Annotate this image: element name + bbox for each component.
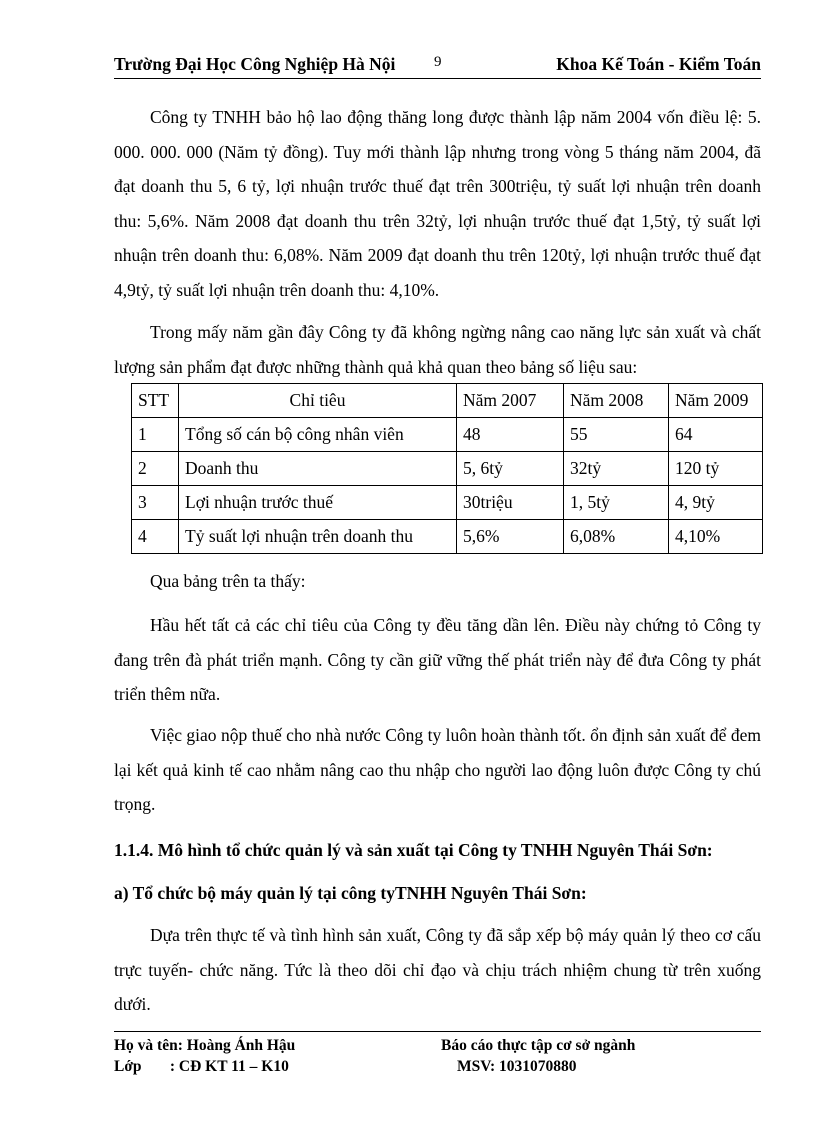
footer-class-label: Lớp (114, 1058, 142, 1075)
footer-student-id: MSV: 1031070880 (457, 1058, 577, 1075)
table-cell: 64 (669, 418, 763, 452)
footer-report-title: Báo cáo thực tập cơ sở ngành (441, 1037, 636, 1054)
table-row (132, 452, 763, 486)
page-number: 9 (434, 54, 442, 70)
footer-class-value: : CĐ KT 11 – K10 (169, 1058, 289, 1075)
table-cell: 30triệu (457, 486, 564, 520)
table-row (132, 520, 763, 554)
paragraph-growth: Hầu hết tất cả các chỉ tiêu của Công ty đều tăng dần lên. Điều này chứng tỏ Công ty đang trên đà phát triển mạnh. Công ty cần giữ vững thế phát triển này để đưa Công ty phát triển thêm nữa. (114, 615, 761, 704)
footer-name-value: Hoàng Ánh Hậu (186, 1037, 296, 1054)
section-heading: 1.1.4. Mô hình tổ chức quản lý và sản xuất tại Công ty TNHH Nguyên Thái Sơn: (114, 840, 713, 860)
table-cell: 55 (564, 418, 669, 452)
table-header-cell: Năm 2008 (564, 384, 669, 418)
table-cell: Tổng số cán bộ công nhân viên (179, 418, 457, 452)
table-cell: 3 (132, 486, 179, 520)
table-cell: 4 (132, 520, 179, 554)
paragraph-tax: Việc giao nộp thuế cho nhà nước Công ty luôn hoàn thành tốt. ổn định sản xuất để đem lại kết quả kinh tế cao nhằm nâng cao thu nhập cho người lao động luôn được Công ty chú trọng. (114, 725, 761, 814)
table-header-cell: STT (132, 384, 179, 418)
table-cell: 120 tỷ (669, 452, 763, 486)
table-cell: Doanh thu (179, 452, 457, 486)
table-header-cell: Năm 2009 (669, 384, 763, 418)
table-cell: 2 (132, 452, 179, 486)
table-row (132, 418, 763, 452)
table-cell: 48 (457, 418, 564, 452)
paragraph-observation: Qua bảng trên ta thấy: (150, 571, 306, 591)
table-cell: Tỷ suất lợi nhuận trên doanh thu (179, 520, 457, 554)
table-cell: Lợi nhuận trước thuế (179, 486, 457, 520)
paragraph-table-intro: Trong mấy năm gần đây Công ty đã không ngừng nâng cao năng lực sản xuất và chất lượng sản phẩm đạt được những thành quả khả quan theo bảng số liệu sau: (114, 322, 761, 377)
table-header-cell: Năm 2007 (457, 384, 564, 418)
paragraph-management-structure: Dựa trên thực tế và tình hình sản xuất, Công ty đã sắp xếp bộ máy quản lý theo cơ cấu trực tuyến- chức năng. Tức là theo dõi chỉ đạo và chịu trách nhiệm chung từ trên xuống dưới. (114, 925, 761, 1014)
table-cell: 1, 5tỷ (564, 486, 669, 520)
department-name: Khoa Kế Toán - Kiểm Toán (556, 54, 761, 74)
table-cell: 4, 9tỷ (669, 486, 763, 520)
table-header-cell: Chỉ tiêu (179, 384, 457, 418)
table-header-row (132, 384, 763, 418)
table-cell: 5, 6tỷ (457, 452, 564, 486)
page-header (114, 52, 761, 79)
table-cell: 5,6% (457, 520, 564, 554)
table-cell: 4,10% (669, 520, 763, 554)
table-cell: 1 (132, 418, 179, 452)
footer-name-label: Họ và tên: (114, 1037, 183, 1054)
page-footer (114, 1031, 761, 1075)
school-name: Trường Đại Học Công Nghiệp Hà Nội (114, 54, 396, 74)
performance-table (131, 383, 763, 554)
paragraph-company-intro: Công ty TNHH bảo hộ lao động thăng long được thành lập năm 2004 vốn điều lệ: 5. 000. 000. 000 (Năm tỷ đồng). Tuy mới thành lập nhưng trong vòng 5 tháng năm 2004, đã đạt doanh thu 5, 6 tỷ, lợi nhuận trước thuế đạt trên 300triệu, tỷ suất lợi nhuận trên doanh thu: 5,6%. Năm 2008 đạt doanh thu trên 32tỷ, lợi nhuận trước thuế đạt 1,5tỷ, tỷ suất lợi nhuận trên doanh thu: 6,08%. Năm 2009 đạt doanh thu trên 120tỷ, lợi nhuận trước thuế đạt 4,9tỷ, tỷ suất lợi nhuận trên doanh thu: 4,10%. (114, 107, 761, 300)
table-row (132, 486, 763, 520)
table-cell: 32tỷ (564, 452, 669, 486)
subsection-heading: a) Tổ chức bộ máy quản lý tại công tyTNHH Nguyên Thái Sơn: (114, 883, 587, 903)
footer-name-line (114, 1035, 295, 1056)
table-cell: 6,08% (564, 520, 669, 554)
footer-class-line (114, 1056, 289, 1077)
